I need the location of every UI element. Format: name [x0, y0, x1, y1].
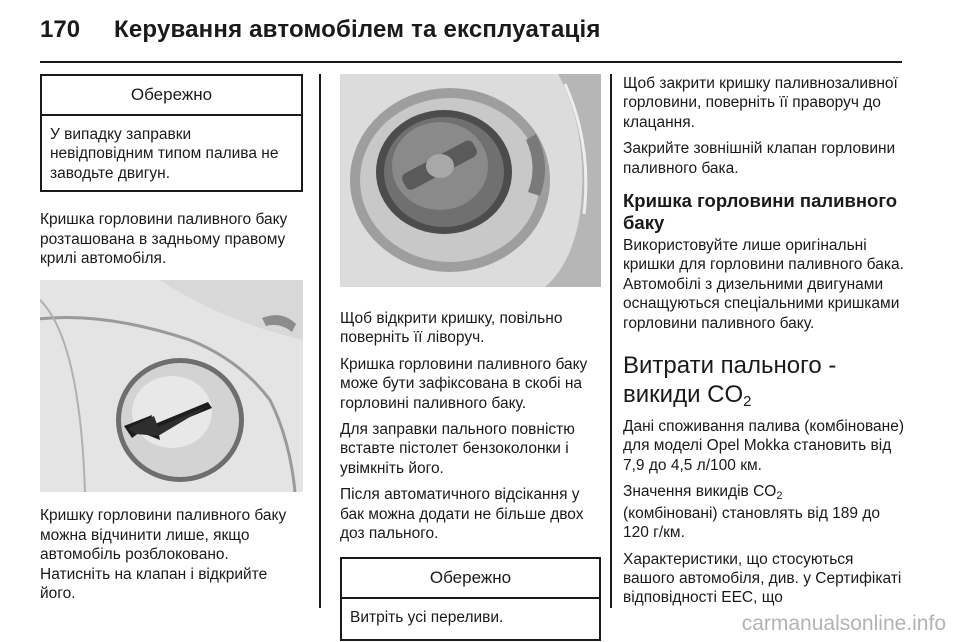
- co2-label-text: Значення викидів CO: [623, 483, 777, 501]
- original-caps-text: Використовуйте лише оригінальні кришки для горловини паливного бака. Автомобілі з дизельними двигунами оснащуються спеціальними кришками горловини паливного баку.: [623, 237, 904, 332]
- warning-text: У випадку заправки невідповідним типом палива не заводьте двигун.: [50, 126, 279, 182]
- consumption-text: Дані споживання палива (комбіноване) для моделі Opel Mokka становить від 7,9 до 4,5 л/100 км.: [623, 418, 904, 474]
- page-title: Керування автомобілем та експлуатація: [114, 16, 601, 43]
- fuel-cap-location-text: Кришка горловини паливного баку розташована в задньому правому крилі автомобіля.: [40, 211, 288, 268]
- column-1: [40, 74, 303, 610]
- section-heading-fuel-cap: Кришка горловини паливного баку: [623, 190, 898, 234]
- close-flap-text: Закрийте зовнішній клапан горловини паливного бака.: [623, 140, 896, 177]
- column-divider-2: [610, 74, 612, 608]
- open-cap-text: Щоб відкрити кришку, повільно поверніть її ліворуч.: [340, 310, 563, 347]
- warning-box: [40, 74, 303, 192]
- page-number: 170: [40, 16, 81, 43]
- section-heading-emissions: [623, 351, 905, 409]
- warning-box: [340, 557, 601, 640]
- co2-values-text: (комбіновані) становлять від 189 до 120 г/км.: [623, 504, 881, 542]
- warning-title: Обережно: [342, 559, 599, 599]
- column-2: [340, 74, 601, 641]
- auto-cutoff-text: Після автоматичного відсікання у бак можна додати не більше двох доз пального.: [340, 486, 584, 543]
- emissions-heading-subscript: 2: [743, 393, 752, 411]
- fuel-cap-photo: [340, 74, 601, 287]
- cap-bracket-text: Кришка горловини паливного баку може бути зафіксована в скобі на горловині паливного баку.: [340, 355, 588, 412]
- co2-values-label: [623, 482, 905, 501]
- close-cap-text: Щоб закрити кришку паливнозаливної горловини, поверніть її праворуч до клацання.: [623, 75, 898, 131]
- emissions-heading-text: Витрати пального - викиди CO: [623, 352, 837, 409]
- column-divider-1: [319, 74, 321, 608]
- certificate-text: Характеристики, що стосуються вашого автомобіля, див. у Сертифікаті відповідності ЕЕС, що: [623, 550, 902, 607]
- column-3: [623, 74, 905, 615]
- refuel-text: Для заправки пального повністю вставте пістолет бензоколонки і увімкніть його.: [340, 421, 575, 477]
- fuel-flap-photo: [40, 280, 303, 492]
- co2-label-subscript: 2: [776, 490, 783, 503]
- page-header: [40, 16, 900, 46]
- header-rule: [40, 61, 902, 63]
- open-flap-text: Кришку горловини паливного баку можна відчинити лише, якщо автомобіль розблоковано. Натисніть на клапан і відкрийте його.: [40, 507, 287, 603]
- warning-text: Витріть усі переливи.: [350, 609, 504, 627]
- watermark: carmanualsonline.info: [741, 612, 946, 635]
- warning-title: Обережно: [42, 76, 301, 116]
